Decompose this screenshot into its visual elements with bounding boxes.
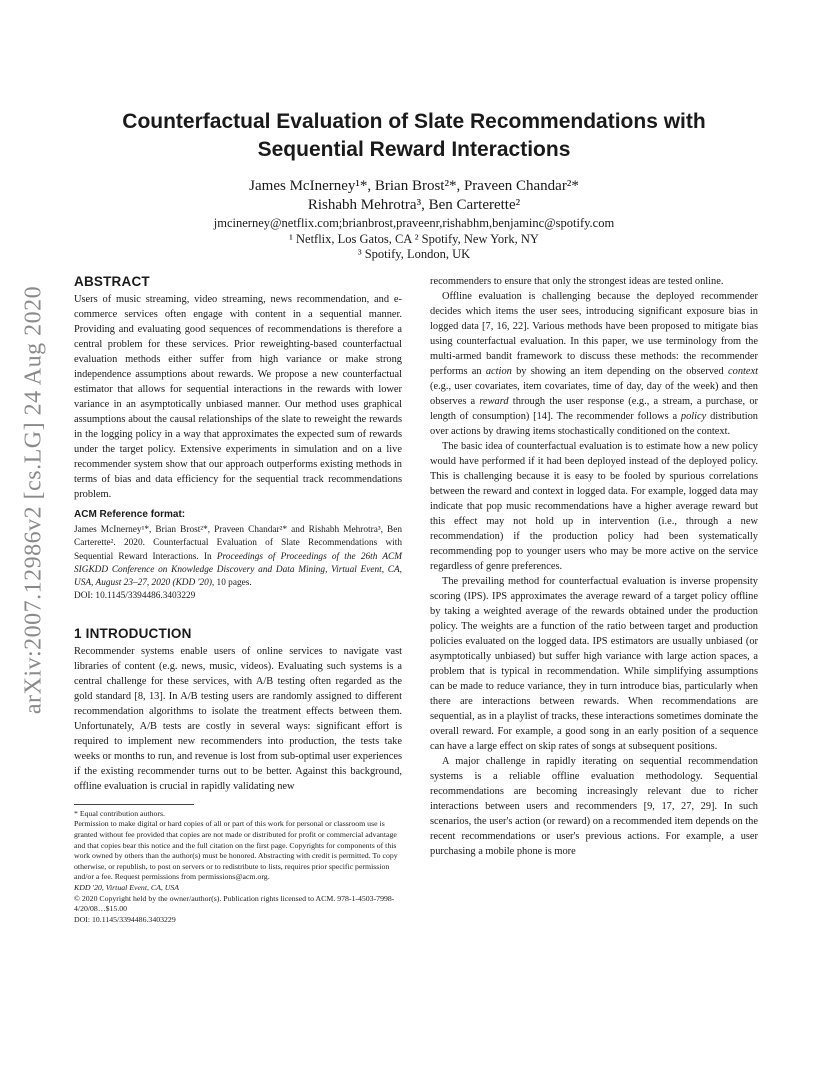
acm-reference-doi[interactable]: DOI: 10.1145/3394486.3403229 — [74, 591, 196, 602]
paragraph-ips: The prevailing method for counterfactual evaluation is inverse propensity scoring (IPS). IPS approximates the average reward of a target policy offline by taking a weighted average of the rewards obtained under the production policy. The weights are a function of the ratio between target and production policies evaluated on the logged data. IPS estimators are usually unbiased (or asymptotically unbiased) but suffer high variance with large action spaces, a problem that is typical in recommendation. While simplifying assumptions can be made to reduce variance, they in turn introduce bias, particularly when there are interactions between rewards. When recommendations are sequential, as in a playlist of tracks, these interactions sometimes dominate the overall reward. For example, a good song in an early position of a sequence can have a large effect on skip rates of songs at subsequent positions. — [430, 576, 758, 752]
text-run: through the user response (e.g., a stream, a purchase, or length of consumption) [14]. The recommender follows a — [430, 396, 758, 422]
text-run: Offline evaluation is challenging because the deployed recommender decides which items the user sees, introducing significant exposure bias in logged data [7, 16, 22]. Various methods have been proposed to mitigate bias using counterfactual evaluation. In this paper, we use terminology from the multi-armed bandit framework to discuss these methods: the recommender performs an — [430, 291, 758, 377]
text-run: by showing an item depending on the observed — [511, 366, 729, 377]
title-line-1: Counterfactual Evaluation of Slate Recommendations with — [122, 110, 706, 133]
left-column — [74, 274, 402, 925]
paragraph-offline-evaluation — [430, 289, 758, 439]
term-policy: policy — [680, 411, 707, 422]
term-action: action — [485, 366, 512, 377]
arxiv-id: arXiv:2007.12986v2 [cs.LG] 24 Aug 2020 — [20, 285, 47, 715]
paragraph-sequential-challenge: A major challenge in rapidly iterating on sequential recommendation systems is a reliable offline evaluation methodology. Sequential recommendations are becoming increasingly relevant due to richer interactions between users and recommenders [9, 17, 27, 29]. In such scenarios, the user's action (or reward) on a recommended item depends on the recent recommendations or user's previous actions. For example, a user purchasing a mobile phone is more — [430, 756, 758, 857]
footnote-equal-contribution: * Equal contribution authors. — [74, 808, 165, 818]
footnote-permission: Permission to make digital or hard copies of all or part of this work for personal or classroom use is granted without fee provided that copies are not made or distributed for profit or commercial advantage and that copies bear this notice and the full citation on the first page. Copyrights for components of this work owned by others than the author(s) must be honored. Abstracting with credit is permitted. To copy otherwise, or republish, to post on servers or to redistribute to lists, requires prior specific permission and/or a fee. Request permissions from permissions@acm.org. — [74, 819, 398, 882]
acm-reference-citation: James McInerney¹*, Brian Brost²*, Praveen Chandar²* and Rishabh Mehrotra³, Ben Carterette². 2020. Counterfactual Evaluation of Slate Recommendations with Sequential Reward Interactions. In — [74, 525, 402, 562]
footnote-copyright: © 2020 Copyright held by the owner/author(s). Publication rights licensed to ACM. 978-1-4503-7998-4/20/08…$15.00 — [74, 893, 395, 914]
footnote-doi[interactable]: DOI: 10.1145/3394486.3403229 — [74, 914, 176, 924]
affiliation-line-2: ³ Spotify, London, UK — [357, 247, 471, 261]
term-reward: reward — [479, 396, 509, 407]
abstract-text: Users of music streaming, video streaming, news recommendation, and e-commerce services often engage with content in a sequential manner. Providing and evaluating good sequences of recommendations is therefore a central problem for these services. Prior reweighting-based counterfactual evaluation methods either suffer from high variance or make strong independence assumptions about rewards. We propose a new counterfactual estimator that allows for sequential interactions in the rewards with lower variance in an asymptotically unbiased manner. Our method uses graphical assumptions about the causal relationships of the slate to reweight the rewards in the logging policy in a way that approximates the expected sum of rewards under the target policy. Extensive experiments in simulation and on a live recommender system show that our approach outperforms existing methods in terms of bias and data efficiency for the sequential track recommendations problem. — [74, 294, 402, 500]
authors-line-2: Rishabh Mehrotra³, Ben Carterette² — [307, 197, 521, 213]
acm-reference-pages: 10 pages. — [214, 578, 252, 589]
author-emails: jmcinerney@netflix.com;brianbrost,praveenr,rishabhm,benjaminc@spotify.com — [213, 216, 615, 230]
paper-title — [74, 108, 754, 164]
acm-reference-text — [74, 524, 402, 590]
right-column — [430, 274, 758, 859]
acm-reference-heading: ACM Reference format: — [74, 509, 186, 520]
affiliation-line-1: ¹ Netflix, Los Gatos, CA ² Spotify, New York, NY — [289, 231, 539, 246]
introduction-paragraph: Recommender systems enable users of online services to navigate vast libraries of content (e.g. news, music, videos). Evaluating such systems is a central challenge for these services, with A/B testing often regarded as the gold standard [8, 13]. In A/B testing users are randomly assigned to different recommendation algorithms to isolate the treatment effects between them. Unfortunately, A/B tests are costly in several ways: significant effort is required to implement new recommenders into production, the tests take weeks or months to run, and revenue is lost from sub-optimal user experiences if the existing recommender turns out to be better. Against this background, offline evaluation is crucial in rapidly validating new — [74, 645, 402, 792]
author-contact — [74, 216, 754, 263]
paragraph-continued: recommenders to ensure that only the strongest ideas are tested online. — [430, 276, 724, 287]
paragraph-counterfactual-idea: The basic idea of counterfactual evaluation is to estimate how a new policy would have performed if it had been deployed instead of the deployed policy. This is challenging because it is easy to be fooled by spurious correlations between the reward and context in logged data. For example, logged data may indicate that pop music recommendations have a higher average reward but this effect may not hold up in intervention (i.e., through a new recommendation) if the production policy had been systematically recommending pop to younger users who may be more active on the service regardless of genre preferences. — [430, 441, 758, 572]
term-context: context — [728, 366, 759, 377]
arxiv-sidebar-stamp — [14, 285, 54, 715]
footnotes — [74, 809, 402, 926]
author-list — [74, 177, 754, 215]
authors-line-1: James McInerney¹*, Brian Brost²*, Praveen Chandar²* — [249, 178, 579, 194]
title-line-2: Sequential Reward Interactions — [257, 138, 571, 161]
footnote-conference: KDD '20, Virtual Event, CA, USA — [74, 882, 180, 892]
text-run: (e.g., user covariates, item covariates, time of day, day of the week) and then observes a — [430, 381, 758, 407]
acm-reference-venue: Proceedings of Proceedings of the 26th ACM SIGKDD Conference on Knowledge Discovery and Data Mining, Virtual Event, CA, USA, August 23–27, 2020 (KDD '20), — [74, 551, 402, 589]
abstract-heading: ABSTRACT — [74, 274, 150, 289]
footnote-divider — [74, 804, 194, 805]
text-run: distribution over actions by drawing items stochastically conditioned on the context. — [430, 411, 758, 437]
introduction-heading: 1 INTRODUCTION — [74, 625, 192, 641]
